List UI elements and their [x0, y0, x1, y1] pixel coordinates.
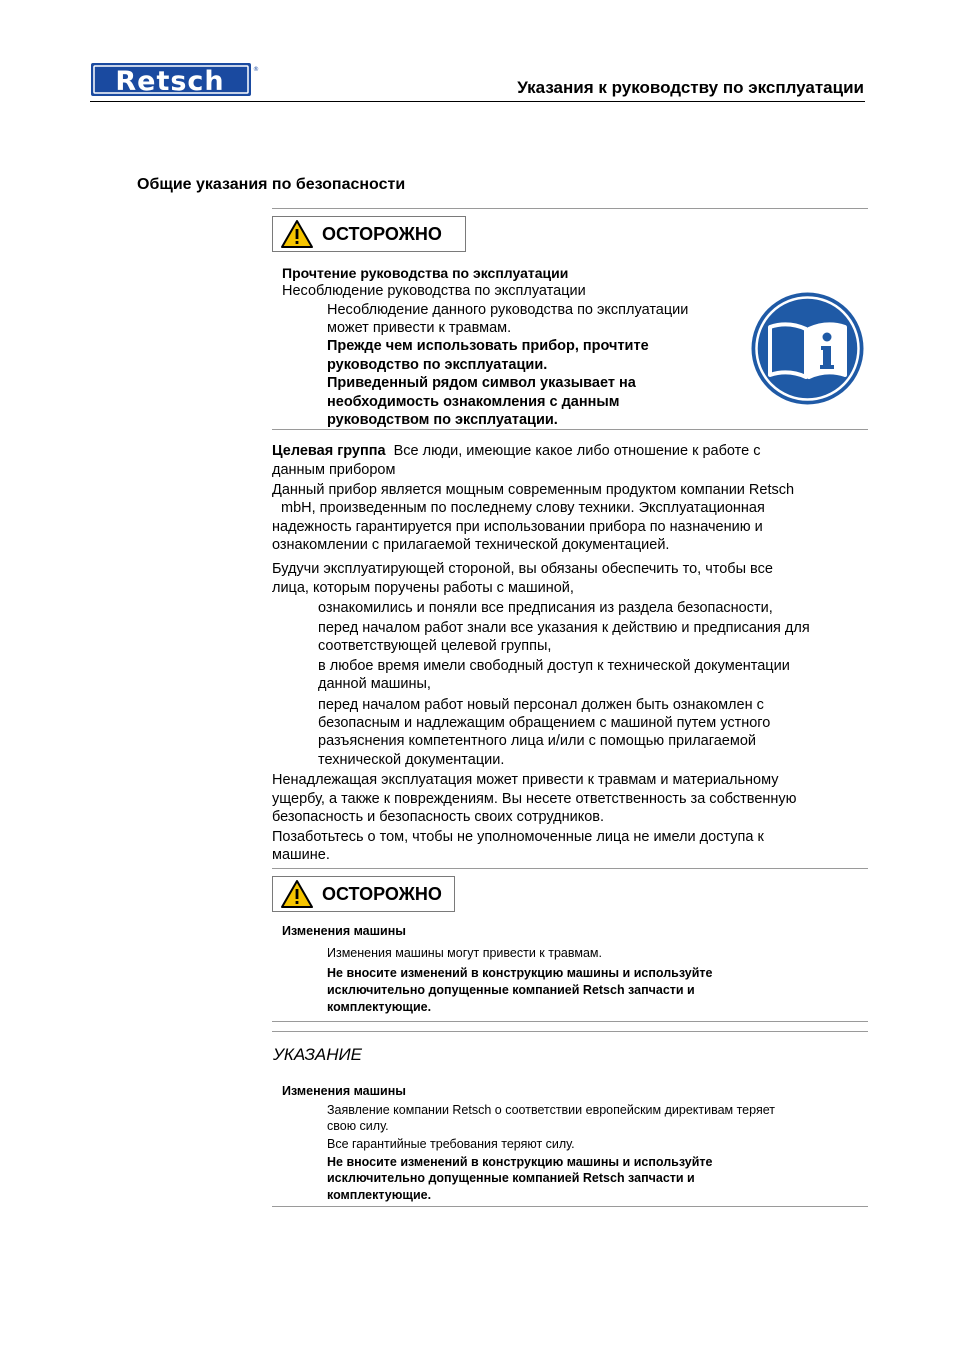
warning-instruction: Прежде чем использовать прибор, прочтите: [327, 338, 649, 354]
notice-instruction: комплектующие.: [327, 1188, 432, 1202]
list-item: технической документации.: [318, 752, 505, 768]
svg-text:®: ®: [253, 66, 259, 73]
body-text: надежность гарантируется при использовании прибора по назначению и: [272, 519, 763, 535]
target-group-text: Все люди, имеющие какое либо отношение к работе с: [393, 443, 761, 459]
section-title: Общие указания по безопасности: [137, 176, 406, 193]
list-item: перед началом работ новый персонал должен быть ознакомлен с: [318, 697, 764, 713]
body-text: безопасность и безопасность своих сотрудников.: [272, 809, 604, 825]
divider: [272, 208, 868, 209]
notice-signal-word: УКАЗАНИЕ: [273, 1045, 363, 1064]
target-group-label: Целевая группа: [272, 443, 386, 459]
notice-instruction: исключительно допущенные компанией Retsch запчасти и: [327, 1171, 695, 1185]
notice-text: Все гарантийные требования теряют силу.: [327, 1137, 575, 1151]
warning-triangle-icon: [280, 219, 314, 249]
warning-instruction: руководство по эксплуатации.: [327, 357, 548, 373]
body-text: Ненадлежащая эксплуатация может привести к травмам и материальному: [272, 772, 779, 788]
warning-instruction: исключительно допущенные компанией Retsch запчасти и: [327, 983, 695, 997]
warning-instruction: руководством по эксплуатации.: [327, 412, 558, 428]
notice-heading: Изменения машины: [282, 1084, 406, 1098]
notice-text: свою силу.: [327, 1119, 389, 1133]
body-text: машине.: [272, 847, 330, 863]
list-item: данной машины,: [318, 676, 431, 692]
warning-instruction: комплектующие.: [327, 1000, 432, 1014]
body-text: данным прибором: [272, 462, 396, 478]
divider: [272, 1021, 868, 1022]
target-group-line: [272, 442, 760, 461]
warning-subheading: Несоблюдение руководства по эксплуатации: [282, 283, 586, 299]
body-text: ущербу, а также к повреждениям. Вы несете ответственность за собственную: [272, 791, 797, 807]
signal-word: ОСТОРОЖНО: [322, 883, 442, 904]
divider: [272, 1206, 868, 1207]
warning-heading: Прочтение руководства по эксплуатации: [282, 265, 569, 281]
body-text: Позаботьтесь о том, чтобы не уполномоченные лица не имели доступа к: [272, 829, 764, 845]
warning-triangle-icon: [280, 879, 314, 909]
body-text: ознакомлении с прилагаемой технической документацией.: [272, 537, 670, 553]
body-text: лица, которым поручены работы с машиной,: [272, 580, 574, 596]
warning-signal-box: [272, 216, 466, 252]
list-item: ознакомились и поняли все предписания из раздела безопасности,: [318, 600, 773, 616]
warning-heading: Изменения машины: [282, 924, 406, 938]
signal-word: ОСТОРОЖНО: [322, 223, 442, 244]
list-item: соответствующей целевой группы,: [318, 638, 552, 654]
read-manual-icon: [750, 291, 865, 406]
divider: [272, 429, 868, 430]
warning-instruction: необходимость ознакомления с данным: [327, 394, 620, 410]
notice-text: Заявление компании Retsch о соответствии европейским директивам теряет: [327, 1103, 775, 1117]
header-divider: [90, 101, 865, 102]
body-text: mbH, произведенным по последнему слову техники. Эксплуатационная: [281, 500, 765, 516]
body-text: Данный прибор является мощным современным продуктом компании Retsch: [272, 482, 795, 498]
list-item: перед началом работ знали все указания к действию и предписания для: [318, 620, 810, 636]
list-item: в любое время имели свободный доступ к технической документации: [318, 658, 790, 674]
warning-text: может привести к травмам.: [327, 320, 512, 336]
retsch-logo: [90, 62, 260, 98]
page-header-title: Указания к руководству по эксплуатации: [517, 78, 864, 97]
notice-instruction: Не вносите изменений в конструкцию машины и используйте: [327, 1155, 713, 1169]
list-item: безопасным и надлежащим обращением с машиной путем устного: [318, 715, 771, 731]
retsch-logo-icon: [90, 62, 260, 98]
warning-instruction: Приведенный рядом символ указывает на: [327, 375, 636, 391]
divider: [272, 868, 868, 869]
warning-text: Несоблюдение данного руководства по эксплуатации: [327, 302, 689, 318]
warning-instruction: Не вносите изменений в конструкцию машины и используйте: [327, 966, 713, 980]
divider: [272, 1031, 868, 1032]
body-text: Будучи эксплуатирующей стороной, вы обязаны обеспечить то, чтобы все: [272, 561, 773, 577]
logo-text: Retsch: [115, 66, 225, 97]
warning-signal-box: [272, 876, 455, 912]
warning-text: Изменения машины могут привести к травмам.: [327, 946, 602, 960]
list-item: разъяснения компетентного лица и/или с помощью прилагаемой: [318, 733, 756, 749]
